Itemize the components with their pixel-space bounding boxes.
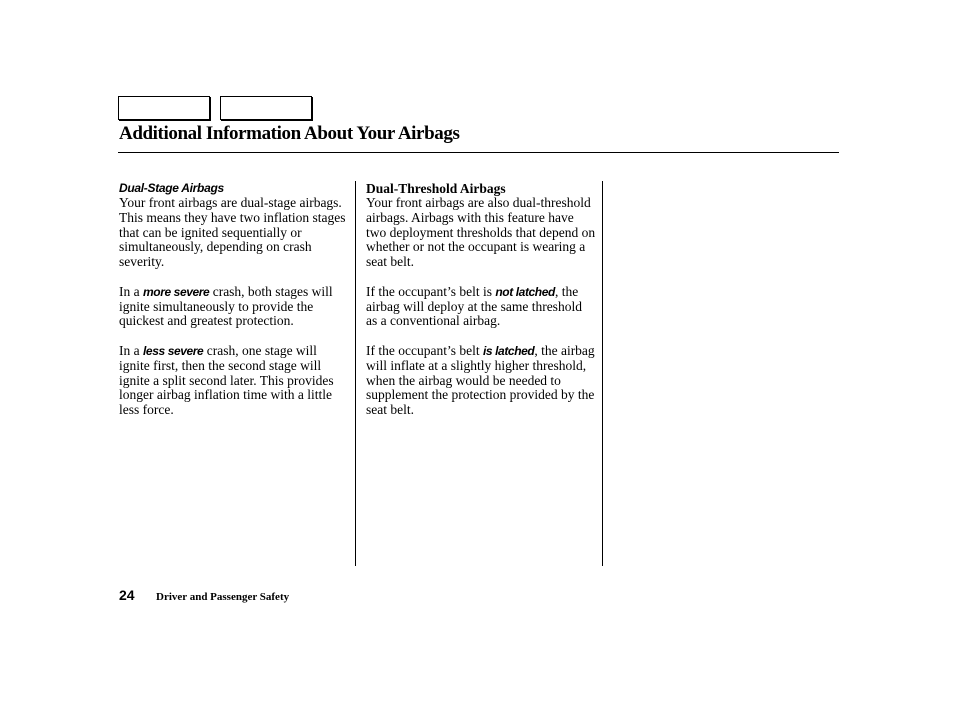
dual-stage-paragraph-2 <box>119 285 347 329</box>
column-divider-left <box>355 181 356 566</box>
dual-threshold-paragraph-3 <box>366 344 596 418</box>
column-divider-right <box>602 181 603 566</box>
section-name: Driver and Passenger Safety <box>156 591 290 603</box>
paragraph-text: , the airbag will deploy at the same threshold as a conventional airbag. <box>366 283 582 329</box>
paragraph-text: crash, both stages will ignite simultaneously to provide the quickest and greatest protection. <box>119 283 333 329</box>
dual-threshold-heading: Dual-Threshold Airbags <box>366 181 506 196</box>
emphasis-is-latched: is latched <box>482 343 535 358</box>
paragraph-text: crash, one stage will ignite first, then the second stage will ignite a split second later. This provides longer airbag inflation time with a little less force. <box>119 342 334 418</box>
emphasis-not-latched: not latched <box>495 284 555 299</box>
next-page-button[interactable] <box>220 96 312 120</box>
dual-stage-paragraph-3 <box>119 344 347 418</box>
middle-column <box>366 181 596 433</box>
dual-stage-paragraph-1: Your front airbags are dual-stage airbags. This means they have two inflation stages that can be ignited sequentially or simultaneously, depending on crash severity. <box>119 195 346 270</box>
page-title: Additional Information About Your Airbags <box>119 123 460 144</box>
paragraph-text: In a <box>119 283 143 299</box>
paragraph-text: In a <box>119 342 143 358</box>
paragraph-text: If the occupant’s belt is <box>366 283 496 299</box>
paragraph-text: If the occupant’s belt <box>366 342 483 358</box>
paragraph-text: , the airbag will inflate at a slightly higher threshold, when the airbag would be needed to supplement the protection provided by the seat belt. <box>366 342 595 418</box>
emphasis-less-severe: less severe <box>143 343 204 358</box>
title-rule <box>118 152 839 153</box>
emphasis-more-severe: more severe <box>143 284 210 299</box>
dual-threshold-paragraph-2 <box>366 285 596 329</box>
page-number: 24 <box>119 587 135 603</box>
previous-page-button[interactable] <box>118 96 210 120</box>
dual-stage-heading: Dual-Stage Airbags <box>119 181 224 195</box>
left-column <box>119 181 347 433</box>
dual-threshold-paragraph-1: Your front airbags are also dual-threshold airbags. Airbags with this feature have two deployment thresholds that depend on whether or not the occupant is wearing a seat belt. <box>366 195 596 270</box>
